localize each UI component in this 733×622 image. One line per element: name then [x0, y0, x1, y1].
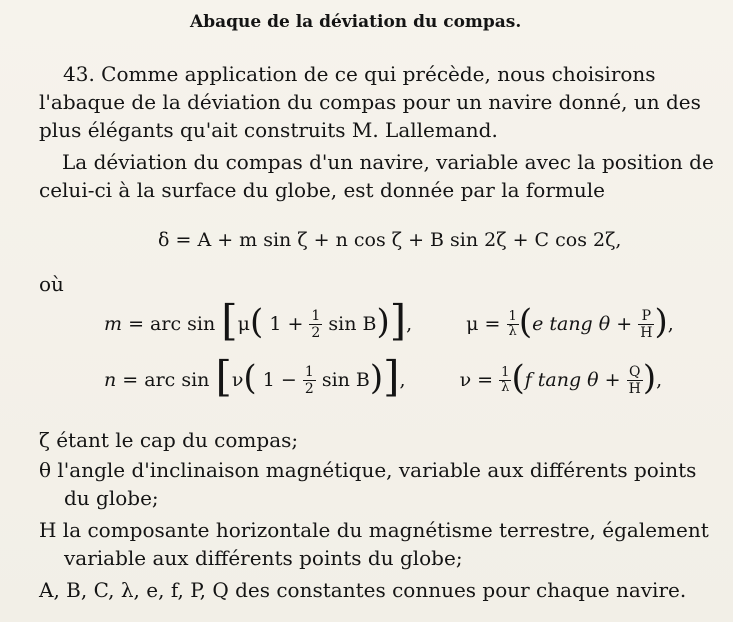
- inv-lambda-fraction: [499, 366, 511, 395]
- definition-theta-line-2: du globe;: [64, 486, 159, 510]
- close-paren-icon: ): [642, 358, 657, 398]
- m-eq-text: = arc sin: [128, 313, 216, 335]
- p-over-h-fraction: [638, 308, 654, 341]
- definition-zeta: ζ étant le cap du compas;: [39, 428, 299, 452]
- half-fraction: [309, 308, 322, 341]
- n-symbol: n: [104, 369, 117, 391]
- n-one-minus: 1 −: [262, 369, 297, 391]
- inv-lambda-denominator: λ: [508, 323, 517, 339]
- paragraph-2-line-2: celui-ci à la surface du globe, est donnée par la formule: [39, 178, 605, 202]
- n-sinB: sin B: [321, 369, 370, 391]
- m-symbol: m: [104, 313, 123, 335]
- half-denominator: 2: [311, 324, 321, 341]
- n-line-end: ,: [656, 369, 663, 391]
- n-equation: n = arc sin [ ν ( 1 − $\frac{1}{2}$ sin B ) ] , ν = $\frac{1}{\lambda}$ ( f tang θ + $\frac{Q}{H}$ ) ,: [104, 352, 663, 401]
- open-paren-icon: (: [243, 358, 257, 398]
- close-paren-icon: ): [376, 302, 390, 342]
- mu-def-eq: μ =: [466, 313, 501, 335]
- deviation-formula: δ = A + m sin ζ + n cos ζ + B sin 2ζ + C cos 2ζ,: [158, 229, 622, 251]
- n-eq-text: = arc sin: [122, 369, 210, 391]
- half-denominator: 2: [304, 380, 314, 397]
- half-numerator: 1: [304, 363, 314, 380]
- paragraph-43-line-2: l'abaque de la déviation du compas pour un navire donné, un des: [39, 90, 701, 114]
- inv-lambda-numerator: 1: [508, 308, 517, 324]
- definition-theta-line-1: θ l'angle d'inclinaison magnétique, variable aux différents points: [39, 458, 697, 482]
- open-bracket-icon: [: [221, 296, 238, 345]
- close-paren-icon: ): [369, 358, 384, 398]
- open-paren-icon: (: [250, 302, 264, 342]
- close-paren-icon: ): [654, 302, 668, 342]
- q-numerator: Q: [627, 364, 643, 381]
- definition-constants: A, B, C, λ, e, f, P, Q des constantes connues pour chaque navire.: [39, 578, 687, 602]
- h-denominator: H: [640, 324, 653, 341]
- nu-def-eq: ν =: [459, 369, 494, 391]
- definition-H-line-1: H la composante horizontale du magnétisme terrestre, également: [39, 518, 709, 542]
- half-numerator: 1: [311, 307, 321, 324]
- m-equation: m = arc sin [ μ ( 1 + $\frac{1}{2}$ sin B ) ] , μ = $\frac{1}{\lambda}$ ( e tang θ + $\frac{P}{H}$ ) ,: [104, 296, 674, 345]
- paragraph-2-line-1: La déviation du compas d'un navire, variable avec la position de: [62, 150, 714, 174]
- m-one-plus: 1 +: [269, 313, 304, 335]
- open-paren-icon: (: [518, 302, 533, 342]
- open-bracket-icon: [: [215, 352, 232, 401]
- definition-H-line-2: variable aux différents points du globe;: [64, 546, 463, 570]
- paragraph-43-line-3: plus élégants qu'ait construits M. Lallemand.: [39, 118, 498, 142]
- e-tang-term: e tang θ +: [532, 313, 633, 335]
- inv-lambda-fraction: [507, 310, 519, 339]
- nu-symbol: ν: [231, 369, 244, 391]
- mu-symbol: μ: [237, 313, 250, 335]
- q-over-h-fraction: [627, 364, 643, 397]
- inv-lambda-denominator: λ: [501, 379, 510, 395]
- h-denominator: H: [628, 380, 641, 397]
- p-numerator: P: [638, 308, 654, 325]
- ou-word: où: [39, 272, 64, 296]
- half-fraction: [303, 364, 316, 397]
- m-sinB: sin B: [328, 313, 377, 335]
- close-bracket-icon: ]: [389, 296, 407, 345]
- section-heading: Abaque de la déviation du compas.: [190, 12, 522, 32]
- m-line-end: ,: [667, 313, 674, 335]
- f-tang-term: f tang θ +: [524, 369, 621, 391]
- open-paren-icon: (: [511, 358, 525, 398]
- close-bracket-icon: ]: [383, 352, 400, 401]
- paragraph-43-line-1: 43. Comme application de ce qui précède, nous choisirons: [63, 62, 656, 86]
- inv-lambda-numerator: 1: [501, 364, 510, 380]
